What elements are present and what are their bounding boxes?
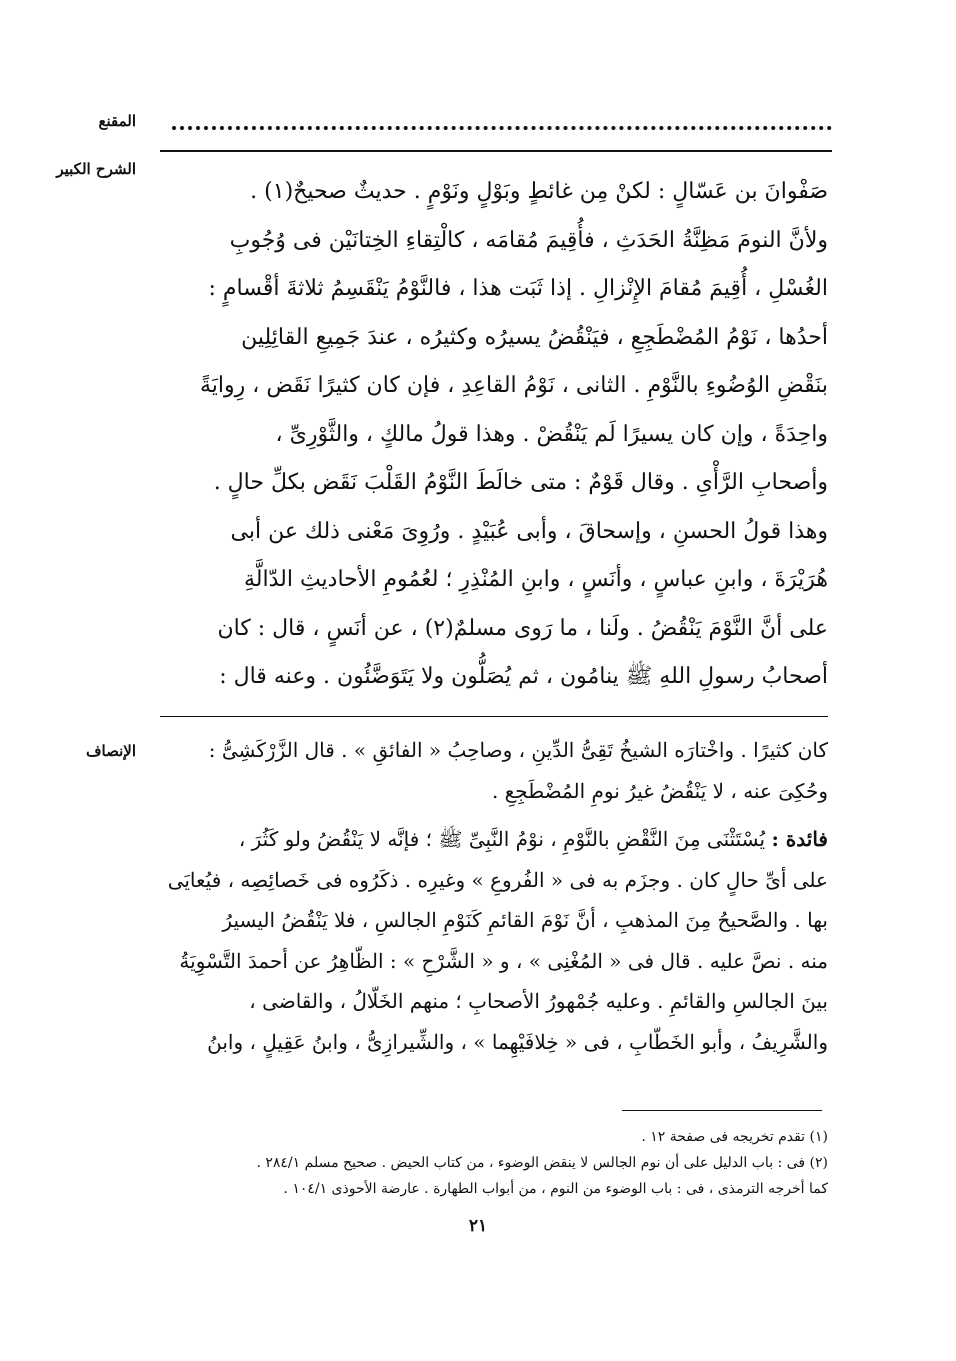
- footnote: كما أخرجه الترمذى ، فى : باب الوضوء من النوم ، من أبواب الطهارة . عارضة الأحوذى ١٠٤/١ .: [283, 1181, 828, 1197]
- header-rule: [160, 150, 832, 152]
- faida-lead: فائدة :: [771, 827, 828, 851]
- text-line: واحِدَةً ، وإن كان يسيرًا لَم يَنْقُضْ . وهذا قولُ مالكٍ ، والثَّوْرِىِّ ،: [275, 421, 828, 447]
- text-line: يُسْتَثْنَى مِنَ النَّقْضِ بالنَّوْمِ ، نوْمُ النَّبِىِّ ﷺ ؛ فإنَّه لا يَنْقُضُ ولو كَثُرَ ،: [238, 827, 766, 851]
- text-line: وهذا قولُ الحسنِ ، وإسحاقَ ، وأبى عُبَيْدٍ . ورُوِىَ مَعْنى ذلك عن أبى: [230, 518, 828, 544]
- faida-line: [160, 819, 828, 860]
- text-line: أصحابُ رسولِ اللهِ ﷺ ينامُون ، ثم يُصَلُّون ولا يَتَوَضَّئُون . وعنه قال :: [219, 664, 828, 689]
- footnotes: [160, 1124, 828, 1202]
- text-line: هُرَيْرَةَ ، وابنِ عباسٍ ، وأنَسٍ ، وابنِ المُنْذِرِ ؛ لعُمُومِ الأحاديثِ الدّالَّةِ: [243, 567, 828, 592]
- side-label-insaf: الإنصاف: [85, 742, 136, 760]
- text-line: والشَّرِيفُ ، وأبو الخَطّابِ ، فى « خِلافَيْهِما » ، والشِّيرازِىُّ ، وابنُ عَقِيلٍ ، وابنُ: [207, 1029, 828, 1054]
- text-line: وحُكِىَ عنه ، لا يَنْقُضُ غيرُ نومِ المُضْطَجِعِ .: [491, 778, 828, 803]
- text-line: وأصحابِ الرَّأْىِ . وقال قَوْمٌ : متى خالَطَ النَّوْمُ القَلْبَ نَقَض بكلِّ حالٍ .: [213, 470, 828, 495]
- text-line: على أىِّ حالٍ كان . وجزَم به فى « الفُروعِ » وغيرِه . ذكَرُوه فى خَصائِصِه ، فيُعايَى: [167, 867, 828, 892]
- header-dotted-leader: [172, 112, 832, 130]
- insaf-text: [160, 730, 828, 1062]
- text-line: بها . والصَّحيحُ مِنَ المذهبِ ، أنَّ نَوْمَ القائمِ كَنَوْمِ الجالسِ ، فلا يَنْقُضُ اليسيرُ: [222, 908, 828, 932]
- footnote: (٢) فى : باب الدليل على أن نوم الجالس لا ينقض الوضوء ، من كتاب الحيض . صحيح مسلم ٢٨٤/١ .: [256, 1155, 828, 1171]
- text-line: ولأنَّ النومَ مَظِنَّةُ الحَدَثِ ، فأُقِيمَ مُقامَه ، كالْتِقاءِ الخِتانَيْن فى وُجُوبِ: [229, 227, 828, 253]
- text-line: بنَقْضِ الوُضُوءِ بالنَّوْمِ . الثانى ، نَوْمُ القاعِدِ ، فإن كان كثيرًا نَقَض ، رِوايَةً: [199, 373, 828, 398]
- running-title: المقنع: [98, 112, 136, 130]
- footnote-rule: [622, 1110, 822, 1111]
- text-line: بينَ الجالسِ والقائمِ . وعليه جُمْهورُ الأصحابِ ؛ منهم الخَلّالُ ، والقاضى ،: [249, 989, 828, 1013]
- text-line: الغُسْلِ ، أُقِيمَ مُقامَ الإِنْزالِ . إذا ثَبَت هذا ، فالنَّوْمُ يَنْقَسِمُ ثلاثةَ أقْسامٍ :: [208, 276, 828, 301]
- page-number: ٢١: [468, 1216, 488, 1236]
- footnote: (١) تقدم تخريجه فى صفحة ١٢ .: [641, 1129, 828, 1145]
- text-line: على أنَّ النَّوْمَ يَنْقُضُ . ولَنا ، ما رَوى مسلمٌ(٢) ، عن أنَسٍ ، قال : كان: [217, 615, 828, 641]
- text-line: أحدُها ، نَوْمُ المُضْطَجِعِ ، فيَنْقُضُ يسيرُه وكثيرُه ، عندَ جَمِيعِ القائِلِين: [241, 324, 828, 350]
- side-label-sharh: الشرح الكبير: [56, 160, 136, 178]
- text-line: صَفْوانَ بن عَسّالٍ : لكنْ مِن غائطٍ وبَوْلٍ ونَوْمٍ . حديثٌ صحيحٌ(١) .: [250, 179, 828, 204]
- section-divider: [160, 716, 828, 717]
- sharh-text: [160, 168, 828, 702]
- text-line: كان كثيرًا . واخْتارَه الشيخُ تَقِىُّ الدِّينِ ، وصاحِبُ « الفائقِ » . قال الزَّرْكَشِىُّ :: [208, 738, 828, 762]
- text-line: منه . نصَّ عليه . قال فى « المُغْنِى » ، و « الشَّرْحِ » : الظّاهِرُ عن أحمدَ التَّسْوِيَةُ: [179, 948, 828, 973]
